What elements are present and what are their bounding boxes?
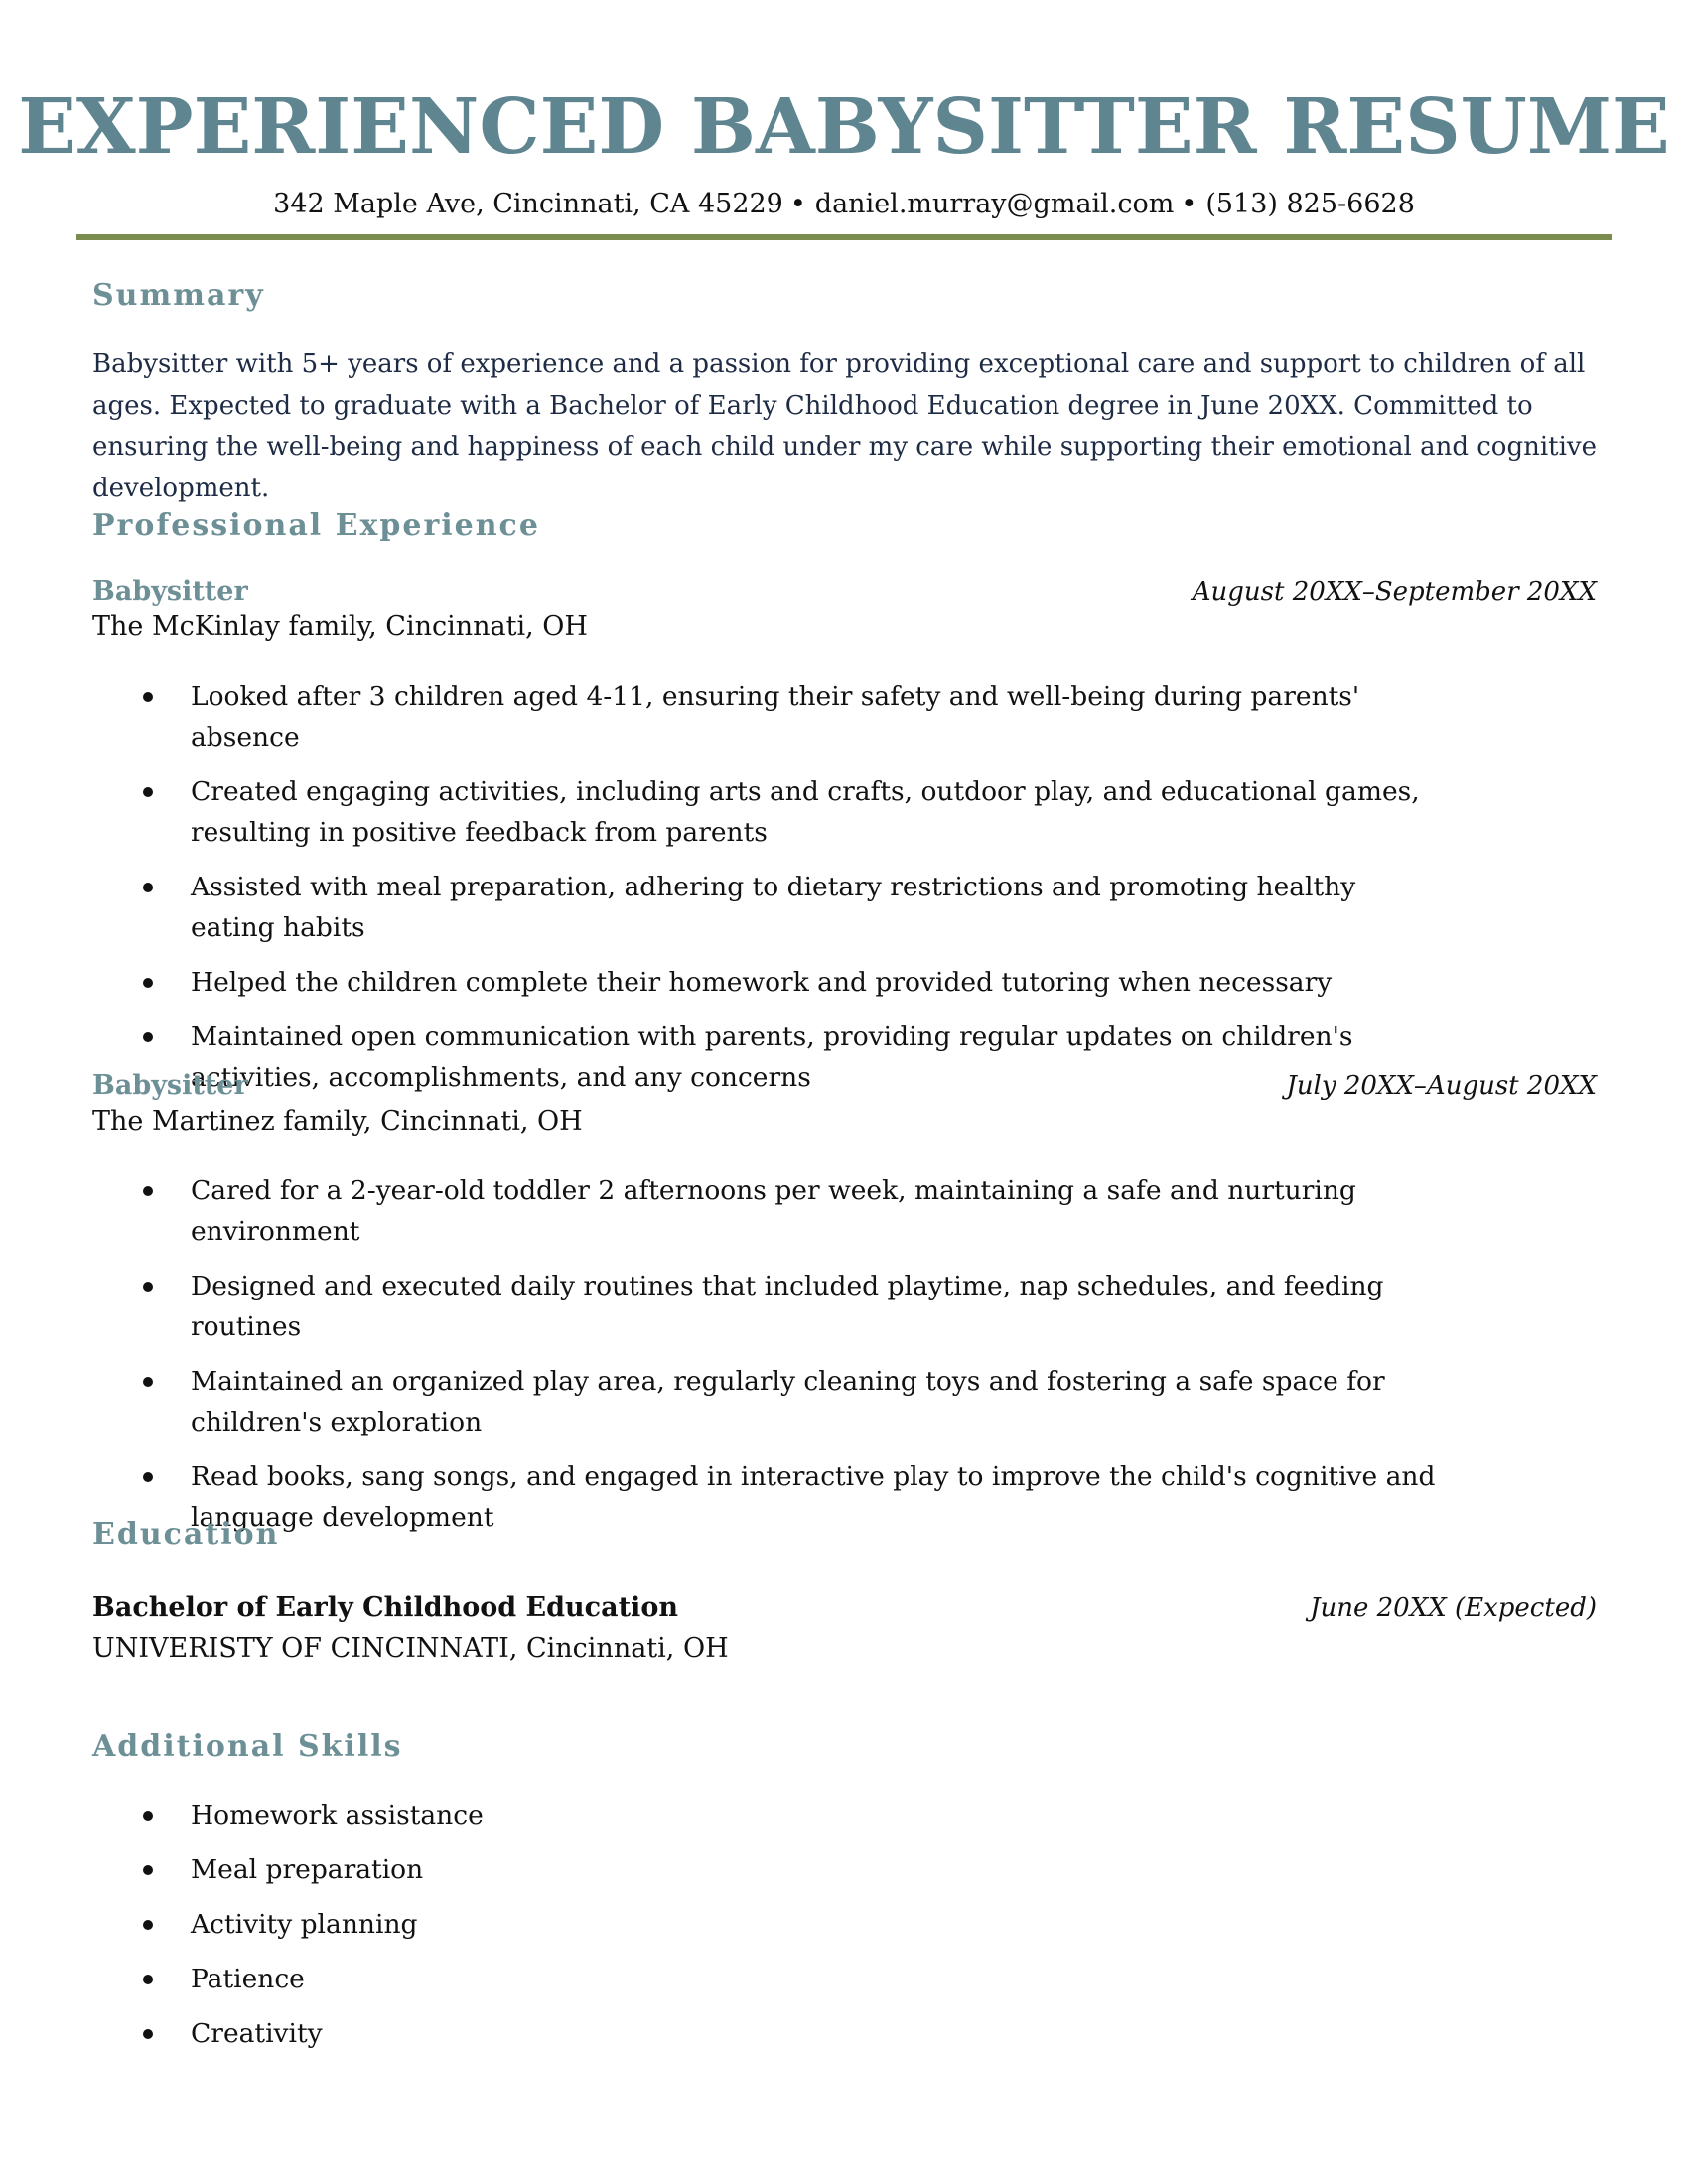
- list-item: [0, 1849, 1442, 1890]
- header-divider: [76, 234, 1612, 240]
- skill-text: Patience: [191, 1964, 305, 1994]
- list-item: [0, 1795, 1442, 1836]
- list-item: [0, 962, 1442, 1003]
- bullet-dot: [143, 787, 153, 797]
- contact-separator: •: [1181, 189, 1197, 219]
- bullet-dot: [143, 1472, 153, 1482]
- education-school: UNIVERISTY OF CINCINNATI, Cincinnati, OH: [92, 1633, 729, 1664]
- bullet-dot: [143, 1865, 153, 1875]
- skill-text: Homework assistance: [191, 1800, 484, 1831]
- education-date: June 20XX (Expected): [1310, 1593, 1597, 1623]
- experience-heading: Professional Experience: [92, 508, 540, 543]
- contact-separator: •: [789, 189, 806, 219]
- summary-heading: Summary: [92, 278, 265, 313]
- skill-text: Activity planning: [191, 1909, 418, 1940]
- bullet-text: Maintained an organized play area, regularly cleaning toys and fostering a safe space for children's exploration: [191, 1366, 1385, 1437]
- list-item: [0, 2013, 1442, 2054]
- education-degree: Bachelor of Early Childhood Education: [92, 1592, 678, 1623]
- list-item: [0, 867, 1442, 948]
- bullet-text: Helped the children complete their homework and provided tutoring when necessary: [191, 967, 1333, 998]
- job-bullet-list: [0, 676, 1509, 1112]
- bullet-dot: [143, 883, 153, 892]
- list-item: [0, 1361, 1442, 1442]
- bullet-text: Maintained open communication with parents, providing regular updates on children's activities, accomplishments, and any concerns: [191, 1022, 1353, 1093]
- bullet-text: Assisted with meal preparation, adhering to dietary restrictions and promoting healthy eating habits: [191, 872, 1356, 943]
- resume-title: EXPERIENCED BABYSITTER RESUME: [18, 82, 1670, 172]
- skills-list: [0, 1795, 1509, 2068]
- contact-line: [0, 185, 1688, 224]
- job-employer: The McKinlay family, Cincinnati, OH: [92, 612, 588, 642]
- bullet-text: Created engaging activities, including arts and crafts, outdoor play, and educational games, resulting in positive feedback from parents: [191, 776, 1420, 848]
- summary-text: Babysitter with 5+ years of experience and a passion for providing exceptional care and support to children of all ages. Expected to graduate with a Bachelor of Early Childhood Education degree in June 20XX. Committed to ensuring the well-being and happiness of each child under my care while supporting their emotional and cognitive development.: [92, 349, 1598, 503]
- bullet-dot: [143, 1282, 153, 1292]
- skill-text: Creativity: [191, 2018, 323, 2049]
- job-bullet-list: [0, 1170, 1509, 1552]
- bullet-dot: [143, 1975, 153, 1984]
- contact-address: 342 Maple Ave, Cincinnati, CA 45229: [273, 189, 783, 219]
- bullet-dot: [143, 1920, 153, 1930]
- bullet-text: Designed and executed daily routines that included playtime, nap schedules, and feeding routines: [191, 1271, 1384, 1342]
- contact-email[interactable]: daniel.murray@gmail.com: [814, 189, 1175, 219]
- bullet-dot: [143, 2029, 153, 2039]
- list-item: [0, 771, 1442, 853]
- list-item: [0, 676, 1442, 757]
- skills-heading: Additional Skills: [92, 1729, 403, 1764]
- bullet-dot: [143, 978, 153, 988]
- list-item: [0, 1904, 1442, 1945]
- skill-text: Meal preparation: [191, 1854, 424, 1885]
- bullet-dot: [143, 1032, 153, 1042]
- job-title: Babysitter: [92, 576, 248, 607]
- bullet-text: Cared for a 2-year-old toddler 2 afternoons per week, maintaining a safe and nurturing environment: [191, 1175, 1356, 1247]
- contact-phone[interactable]: (513) 825-6628: [1205, 189, 1415, 219]
- list-item: [0, 1959, 1442, 1999]
- education-heading: Education: [92, 1517, 280, 1552]
- job-dates: July 20XX–August 20XX: [1286, 1071, 1597, 1101]
- bullet-dot: [143, 1186, 153, 1196]
- bullet-text: Read books, sang songs, and engaged in interactive play to improve the child's cognitive and language development: [191, 1461, 1436, 1533]
- bullet-dot: [143, 1377, 153, 1387]
- job-employer: The Martinez family, Cincinnati, OH: [92, 1106, 583, 1137]
- bullet-text: Looked after 3 children aged 4-11, ensuring their safety and well-being during parents' absence: [191, 681, 1360, 752]
- list-item: [0, 1266, 1442, 1347]
- job-dates: August 20XX–September 20XX: [1192, 577, 1597, 607]
- bullet-dot: [143, 1811, 153, 1821]
- job-title: Babysitter: [92, 1070, 248, 1101]
- list-item: [0, 1170, 1442, 1252]
- bullet-dot: [143, 692, 153, 702]
